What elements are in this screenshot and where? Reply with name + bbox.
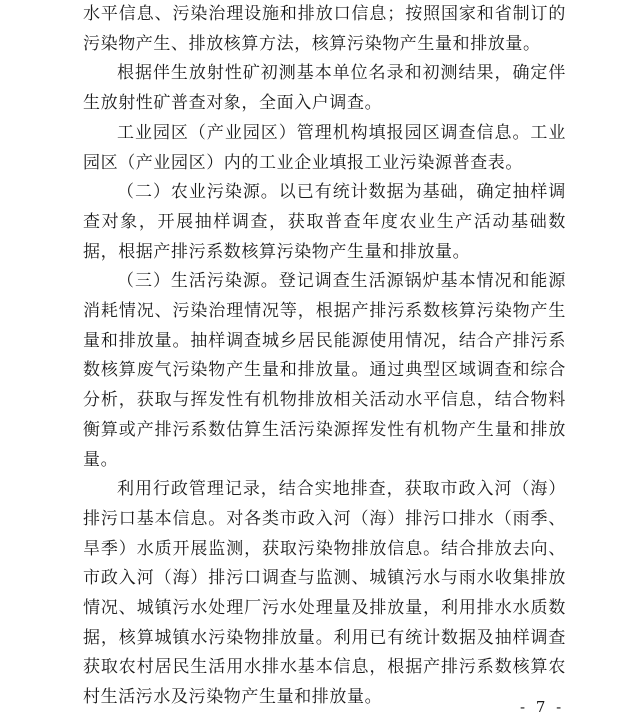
- paragraph-municipal-outfall: 利用行政管理记录，结合实地排查，获取市政入河（海）排污口基本信息。对各类市政入河（海）排污口排水（雨季、旱季）水质开展监测，获取污染物排放信息。结合排放去向、市政入河（海）排污口调查与监测、城镇污水与雨水收集排放情况、城镇污水处理厂污水处理量及排放量，利用排水水质数据，核算城镇水污染物排放量。利用已有统计数据及抽样调查获取农村居民生活用水排水基本信息，根据产排污系数核算农村生活污水及污染物产生量和排放量。: [83, 479, 566, 708]
- paragraph-agricultural-pollution: （二）农业污染源。以已有统计数据为基础，确定抽样调查对象，开展抽样调查，获取普查年度农业生产活动基础数据，根据产排污系数核算污染物产生量和排放量。: [83, 182, 566, 262]
- paragraph-associated-radioactive-ore: 根据伴生放射性矿初测基本单位名录和初测结果，确定伴生放射性矿普查对象，全面入户调查。: [83, 63, 566, 114]
- paragraph-domestic-pollution: （三）生活污染源。登记调查生活源锅炉基本情况和能源消耗情况、污染治理情况等，根据产排污系数核算污染物产生量和排放量。抽样调查城乡居民能源使用情况，结合产排污系数核算废气污染物产生量和排放量。通过典型区域调查和综合分析，获取与挥发性有机物排放相关活动水平信息，结合物料衡算或产排污系数估算生活污染源挥发性有机物产生量和排放量。: [83, 271, 566, 470]
- body-text: [83, 0, 566, 713]
- page-number: - 7 -: [520, 698, 565, 716]
- paragraph-continued: 水平信息、污染治理设施和排放口信息；按照国家和省制订的污染物产生、排放核算方法，核算污染物产生量和排放量。: [83, 4, 566, 54]
- paragraph-industrial-park: 工业园区（产业园区）管理机构填报园区调查信息。工业园区（产业园区）内的工业企业填报工业污染源普查表。: [83, 122, 566, 173]
